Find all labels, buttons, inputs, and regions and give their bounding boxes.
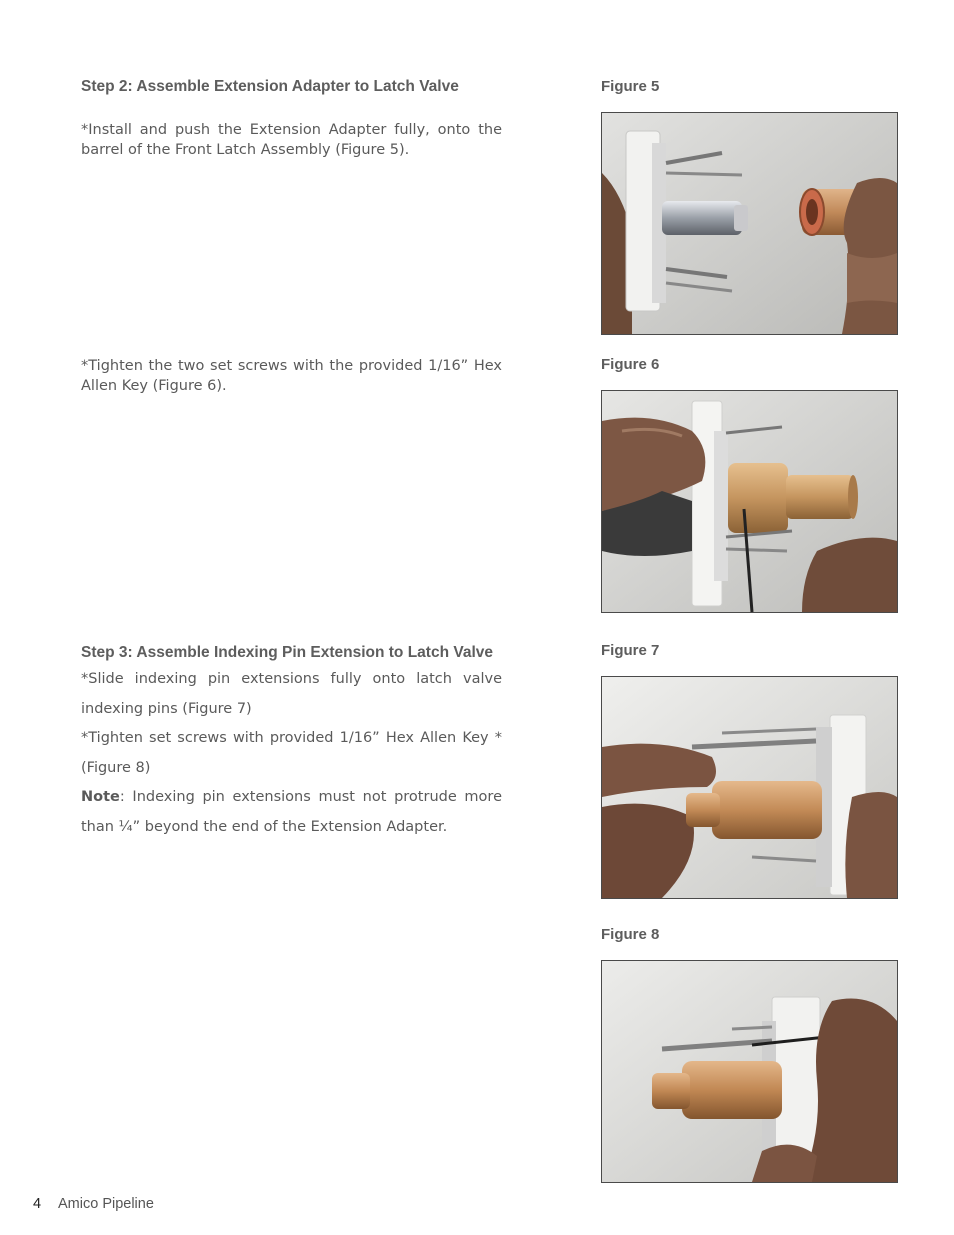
step3-heading: Step 3: Assemble Indexing Pin Extension to Latch Valve — [81, 644, 494, 661]
figure-8-label: Figure 8 — [601, 926, 660, 943]
figure-5-label: Figure 5 — [601, 78, 660, 95]
figure-8-photo — [601, 960, 898, 1183]
figure-7-photo — [601, 676, 898, 899]
figure-7-label: Figure 7 — [601, 642, 660, 659]
figure-6-label: Figure 6 — [601, 356, 660, 373]
step2-instruction-2: *Tighten the two set screws with the provided 1/16” Hex Allen Key (Figure 6). — [81, 358, 502, 394]
step3-note — [81, 783, 502, 842]
note-label: Note — [81, 789, 120, 805]
figure-6-photo — [601, 390, 898, 613]
step2-heading: Step 2: Assemble Extension Adapter to Latch Valve — [81, 78, 459, 95]
step3-instruction-1: *Slide indexing pin extensions fully onto latch valve indexing pins (Figure 7) — [81, 671, 502, 717]
step3-instruction-2: *Tighten set screws with provided 1/16” Hex Allen Key *(Figure 8) — [81, 730, 502, 776]
note-text: : Indexing pin extensions must not protrude more than ¼” beyond the end of the Extension Adapter. — [81, 789, 502, 835]
figure-5-photo — [601, 112, 898, 335]
footer-publisher: Amico Pipeline — [58, 1196, 154, 1212]
step2-instruction-1: *Install and push the Extension Adapter fully, onto the barrel of the Front Latch Assembly (Figure 5). — [81, 122, 502, 158]
page-number: 4 — [33, 1196, 42, 1212]
